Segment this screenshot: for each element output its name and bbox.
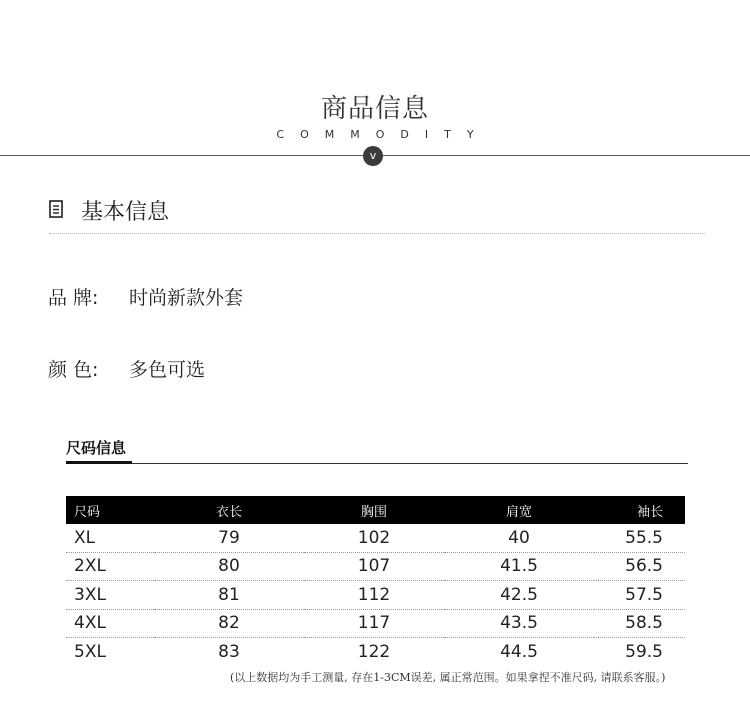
table-cell: 42.5 <box>444 581 594 610</box>
measurement-note: (以上数据均为手工测量, 存在1-3CM误差, 属正常范围。如果拿捏不准尺码, 请联系客服。) <box>230 671 666 684</box>
document-icon <box>49 200 63 218</box>
table-cell: 43.5 <box>444 609 594 638</box>
table-row <box>66 609 685 638</box>
table-cell: 82 <box>154 609 304 638</box>
column-header: 尺码 <box>66 496 154 524</box>
size-title-underline <box>66 461 132 464</box>
table-cell: 117 <box>304 609 444 638</box>
size-divider <box>66 463 688 464</box>
column-header: 衣长 <box>154 496 304 524</box>
table-row <box>66 638 685 666</box>
size-table <box>66 496 685 666</box>
table-cell: 5XL <box>74 641 106 662</box>
table-cell: 3XL <box>66 581 154 610</box>
table-cell: 80 <box>154 552 304 581</box>
dotted-divider <box>49 233 705 234</box>
page-title: 商品信息 <box>320 94 429 124</box>
table-cell: 44.5 <box>500 641 538 662</box>
color-label: 颜 色: <box>48 359 99 381</box>
table-row <box>66 552 685 581</box>
table-cell: 57.5 <box>594 581 685 610</box>
column-header: 胸围 <box>304 496 444 524</box>
table-cell: 122 <box>357 641 391 662</box>
table-cell: 41.5 <box>444 552 594 581</box>
table-cell: 56.5 <box>594 552 685 581</box>
table-row <box>66 581 685 610</box>
table-cell: 4XL <box>66 609 154 638</box>
table-cell: 55.5 <box>594 524 685 552</box>
table-cell: 59.5 <box>625 641 663 662</box>
table-cell: 83 <box>218 641 240 662</box>
table-row <box>66 524 685 552</box>
table-cell: 102 <box>304 524 444 552</box>
column-header: 肩宽 <box>444 496 594 524</box>
table-header-row <box>66 496 685 524</box>
page-subtitle: COMMODITY <box>276 128 490 141</box>
table-cell: 112 <box>304 581 444 610</box>
table-cell: 79 <box>154 524 304 552</box>
size-info-title: 尺码信息 <box>66 439 127 457</box>
table-cell: 107 <box>304 552 444 581</box>
column-header: 袖长 <box>594 496 685 524</box>
color-value: 多色可选 <box>129 359 206 381</box>
table-cell: 2XL <box>66 552 154 581</box>
table-cell: 40 <box>444 524 594 552</box>
table-cell: 81 <box>154 581 304 610</box>
table-cell: XL <box>66 524 154 552</box>
table-cell: 58.5 <box>594 609 685 638</box>
chevron-down-icon: v <box>363 146 383 166</box>
basic-info-title: 基本信息 <box>81 200 170 225</box>
brand-label: 品 牌: <box>48 287 99 309</box>
brand-value: 时尚新款外套 <box>129 287 244 309</box>
